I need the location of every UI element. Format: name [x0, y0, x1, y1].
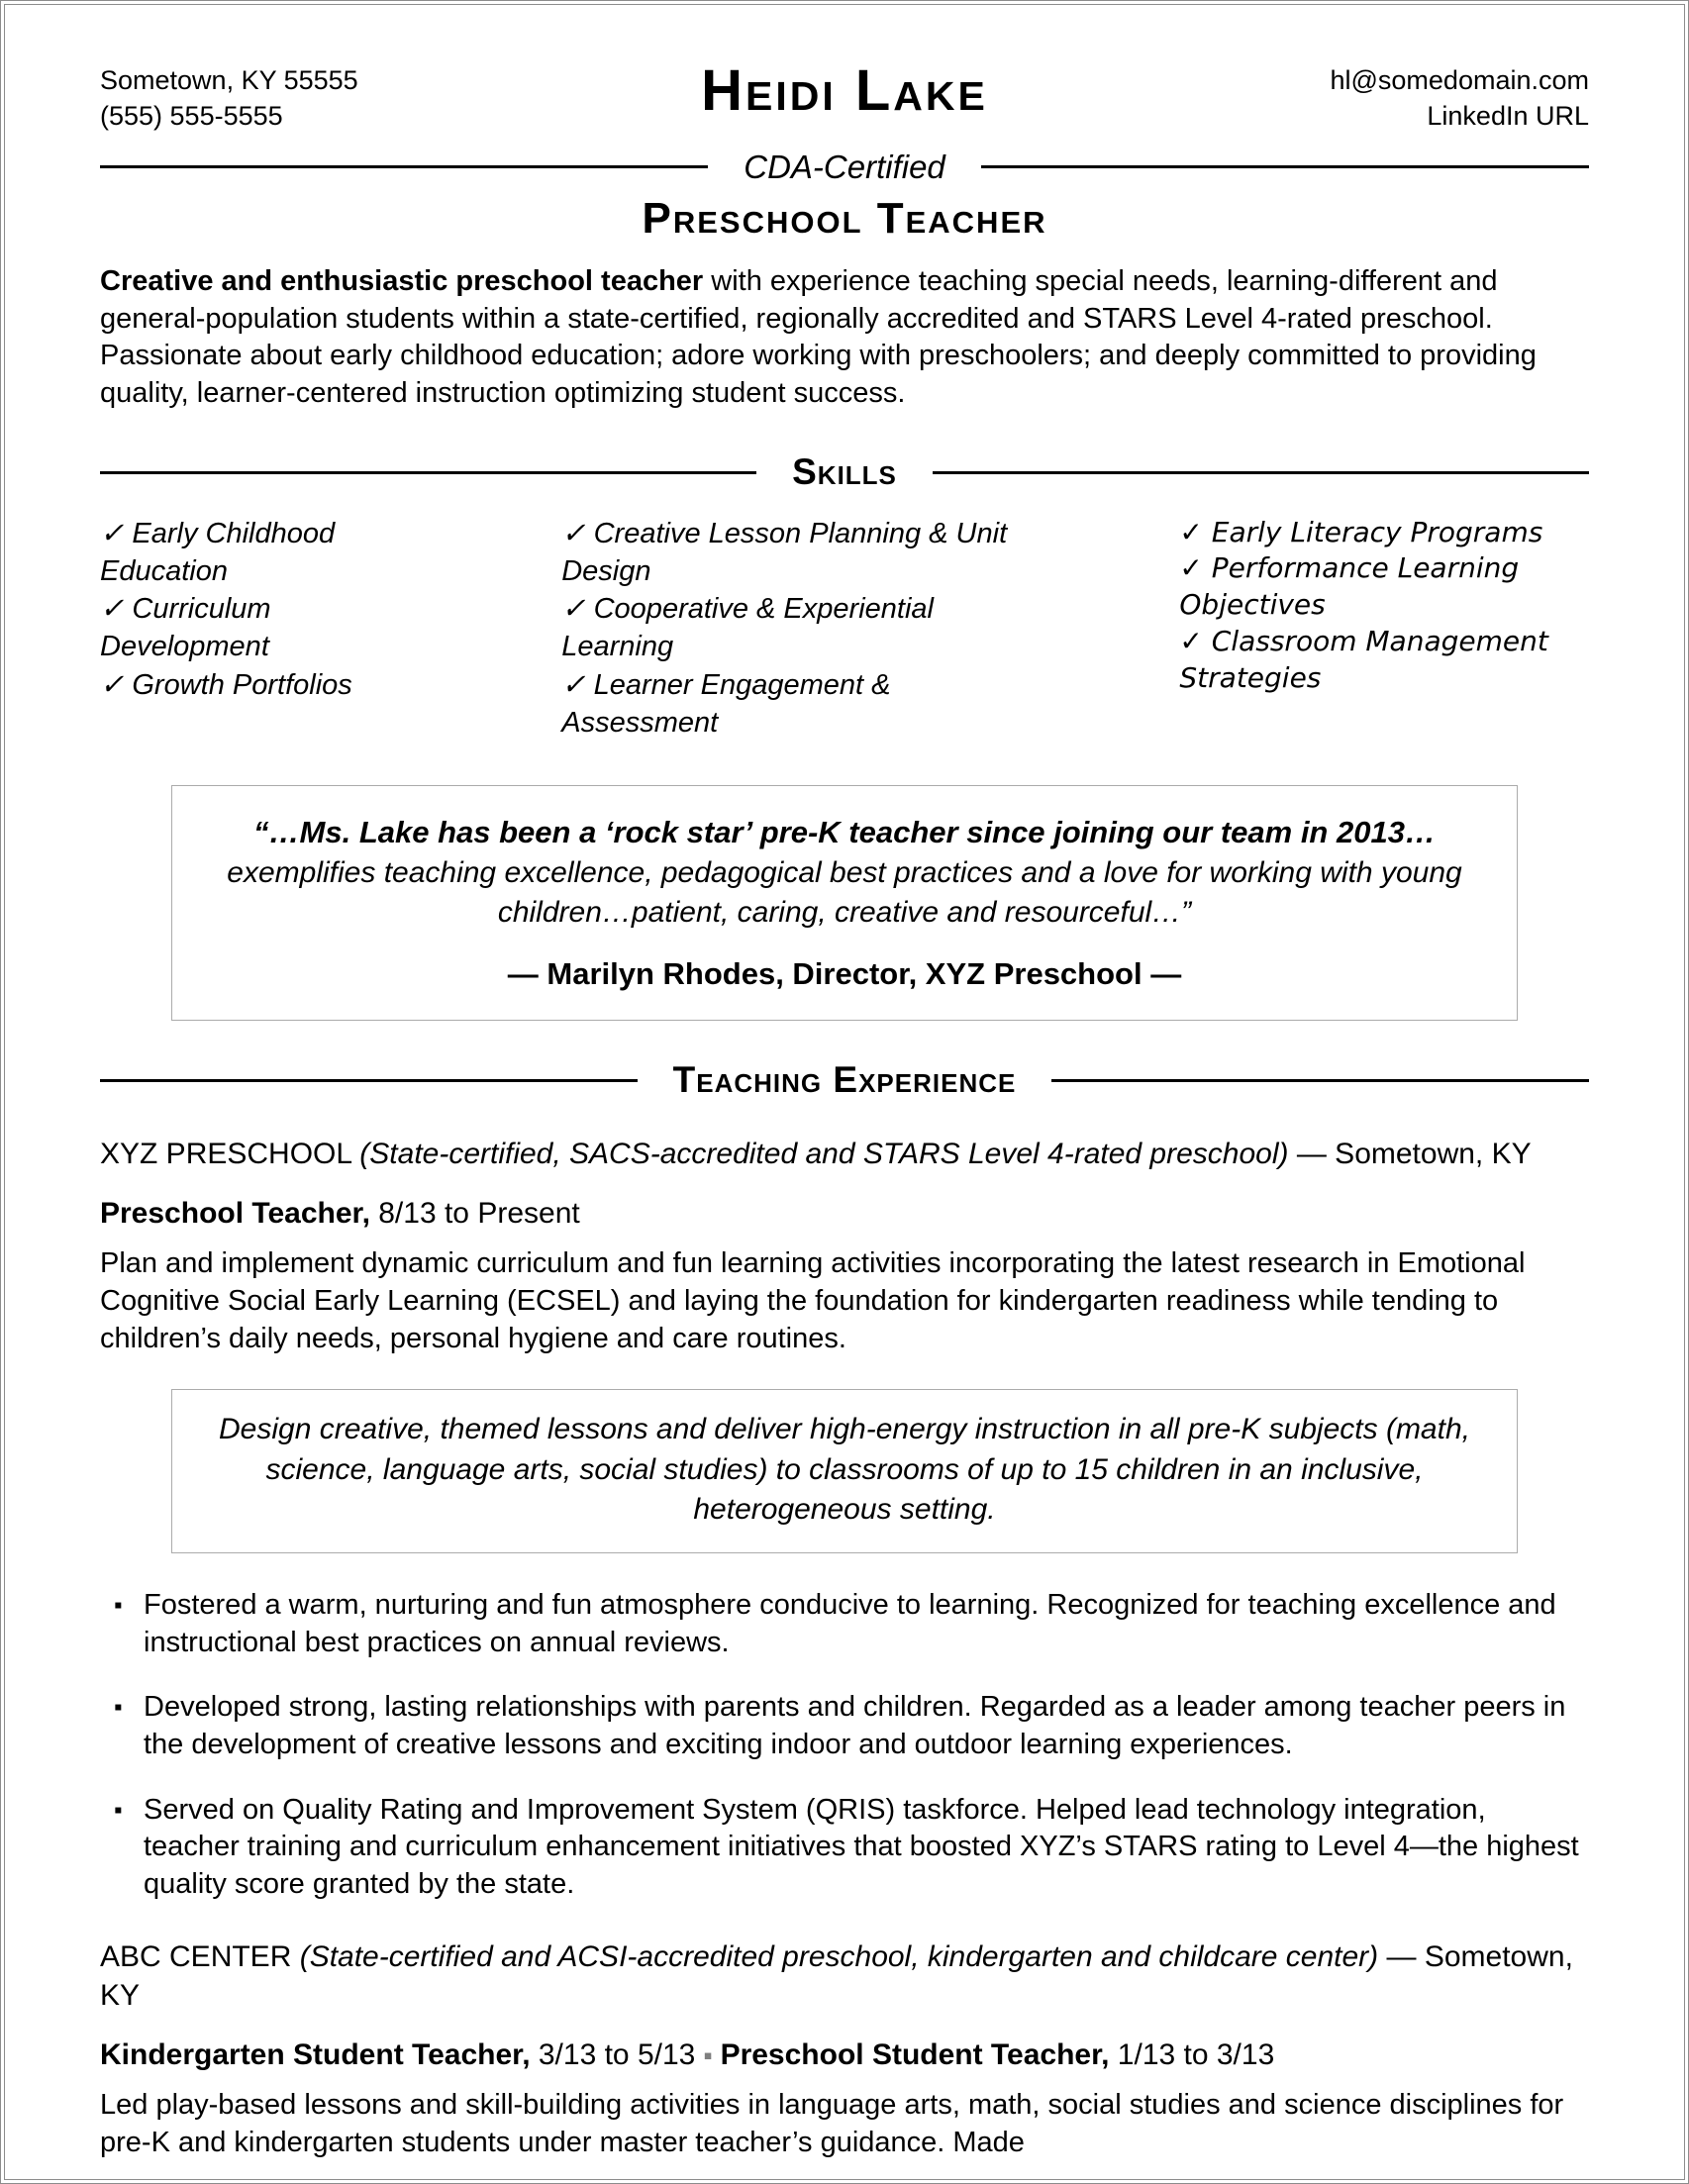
testimonial-attribution: — Marilyn Rhodes, Director, XYZ Preschool —: [507, 955, 1182, 991]
horizontal-rule: [100, 471, 756, 474]
contact-right-block: [1008, 62, 1589, 135]
job2-role-line: [100, 2036, 1589, 2074]
horizontal-rule: [981, 165, 1589, 168]
job2-role1-dates: 3/13 to 5/13: [538, 2037, 696, 2071]
job1-dates: 8/13 to Present: [378, 1196, 580, 1230]
skills-section-heading: Skills: [792, 450, 897, 492]
skill-label: Growth Portfolios: [132, 668, 352, 701]
square-bullet-icon: ▪: [114, 1694, 123, 1722]
job2-location: — Sometown, KY: [100, 1939, 1573, 2012]
check-icon: ✓: [1179, 625, 1203, 658]
job1-role-title: Preschool Teacher,: [100, 1196, 370, 1230]
bullet-text: Fostered a warm, nurturing and fun atmosphere conducive to learning. Recognized for teaching excellence and instructional best practices on annual reviews.: [144, 1588, 1556, 1658]
square-separator-icon: ▪: [703, 2039, 713, 2070]
horizontal-rule: [100, 165, 708, 168]
header: [100, 58, 1589, 135]
contact-linkedin-line: LinkedIn URL: [1427, 101, 1589, 132]
horizontal-rule: [933, 471, 1589, 474]
skill-label: Cooperative & Experiential Learning: [561, 593, 934, 663]
check-icon: ✓: [100, 668, 125, 701]
square-bullet-icon: ▪: [114, 1796, 123, 1824]
job1-callout-box: [171, 1389, 1518, 1553]
experience-section-heading: Teaching Experience: [672, 1059, 1017, 1101]
check-icon: ✓: [100, 517, 125, 549]
candidate-name: Heidi Lake: [701, 58, 988, 123]
skills-section-heading-row: [100, 452, 1589, 493]
resume-page-inner: [4, 4, 1685, 2180]
horizontal-rule: [100, 1079, 638, 1082]
check-icon: ✓: [100, 593, 125, 626]
job1-company-description: (State-certified, SACS-accredited and STARS Level 4-rated preschool): [359, 1137, 1289, 1170]
job1-callout-text: Design creative, themed lessons and deliver high-energy instruction in all pre-K subjects (math, science, language arts, social studies) to classrooms of up to 15 children in an inclusive, heterogeneous setting.: [219, 1413, 1470, 1527]
summary-paragraph: [100, 263, 1589, 413]
skills-column-3: [1179, 515, 1589, 743]
list-item: [100, 1689, 1589, 1763]
skill-item: [561, 666, 1031, 743]
job1-location: — Sometown, KY: [1296, 1137, 1532, 1170]
skill-label: Performance Learning Objectives: [1179, 551, 1520, 622]
contact-phone-line: (555) 555-5555: [100, 101, 283, 132]
testimonial-quote-bold: “…Ms. Lake has been a ‘rock star’ pre-K teacher since joining our team in 2013…: [253, 815, 1436, 850]
bullet-text: Served on Quality Rating and Improvement System (QRIS) taskforce. Helped lead technology integration, teacher training and curriculum enhancement initiatives that boosted XYZ’s STARS rating to Level 4—the highest quality score granted by the state.: [144, 1793, 1579, 1900]
check-icon: ✓: [1179, 551, 1203, 585]
skill-item: [100, 666, 413, 704]
skill-label: Early Literacy Programs: [1211, 515, 1543, 548]
skill-item: [561, 590, 1031, 666]
job1-description: Plan and implement dynamic curriculum and fun learning activities incorporating the latest research in Emotional Cognitive Social Early Learning (ECSEL) and laying the foundation for kindergarten readiness while tending to children’s daily needs, personal hygiene and care routines.: [100, 1247, 1526, 1354]
skill-item: [1179, 624, 1589, 697]
check-icon: ✓: [561, 517, 586, 549]
summary-rest: with experience teaching special needs, learning-different and general-population students within a state-certified, regionally accredited and STARS Level 4-rated preschool. Passionate about early childhood education; adore working with preschoolers; and deeply committed to providing quality, learner-centered instruction optimizing student success.: [100, 265, 1537, 410]
job1-company: XYZ PRESCHOOL: [100, 1137, 351, 1170]
square-bullet-icon: ▪: [114, 1591, 123, 1619]
check-icon: ✓: [561, 668, 586, 701]
certification-label: CDA-Certified: [744, 148, 945, 185]
job2-role2-title: Preschool Student Teacher,: [720, 2037, 1110, 2071]
contact-left-block: [100, 62, 681, 135]
skill-label: Classroom Management Strategies: [1179, 625, 1548, 695]
skill-item: [1179, 550, 1589, 624]
horizontal-rule: [1051, 1079, 1589, 1082]
check-icon: ✓: [561, 593, 586, 626]
job1-role-line: [100, 1195, 1589, 1233]
job1-bullet-list: [100, 1587, 1589, 1904]
skill-item: [1179, 515, 1589, 551]
skill-item: [100, 515, 413, 591]
job2-company-line: [100, 1937, 1589, 2015]
experience-section-heading-row: [100, 1060, 1589, 1101]
list-item: [100, 1587, 1589, 1661]
skill-label: Early Childhood Education: [100, 517, 336, 587]
contact-city-line: Sometown, KY 55555: [100, 65, 358, 95]
skill-label: Curriculum Development: [100, 593, 271, 663]
job1-company-line: [100, 1135, 1589, 1173]
job2-description: Led play-based lessons and skill-building activities in language arts, math, social studies and science disciplines for pre-K and kindergarten students under master teacher’s guidance. Made: [100, 2089, 1564, 2158]
skills-column-1: [100, 515, 413, 743]
summary-lead: Creative and enthusiastic preschool teacher: [100, 265, 704, 298]
skills-columns: [100, 515, 1589, 743]
skill-item: [561, 515, 1031, 591]
job2-company: ABC CENTER: [100, 1939, 292, 1973]
skills-column-2: [561, 515, 1031, 743]
job2-role1-title: Kindergarten Student Teacher,: [100, 2037, 531, 2071]
job2-role2-dates: 1/13 to 3/13: [1117, 2037, 1275, 2071]
contact-email-line: hl@somedomain.com: [1330, 65, 1589, 95]
skill-label: Creative Lesson Planning & Unit Design: [561, 517, 1008, 587]
bullet-text: Developed strong, lasting relationships with parents and children. Regarded as a leader among teacher peers in the development of creative lessons and exciting indoor and outdoor learning experiences.: [144, 1691, 1566, 1760]
skill-label: Learner Engagement & Assessment: [561, 668, 891, 739]
certification-row: [100, 149, 1589, 186]
page-title: Preschool Teacher: [642, 193, 1047, 243]
list-item: [100, 1792, 1589, 1904]
testimonial-quote-regular: exemplifies teaching excellence, pedagogical best practices and a love for working with young children…patient, caring, creative and resourceful…”: [227, 855, 1462, 930]
testimonial-box: [171, 785, 1518, 1021]
check-icon: ✓: [1179, 515, 1203, 548]
job2-company-description: (State-certified and ACSI-accredited preschool, kindergarten and childcare center): [299, 1939, 1379, 1973]
skill-item: [100, 590, 413, 666]
